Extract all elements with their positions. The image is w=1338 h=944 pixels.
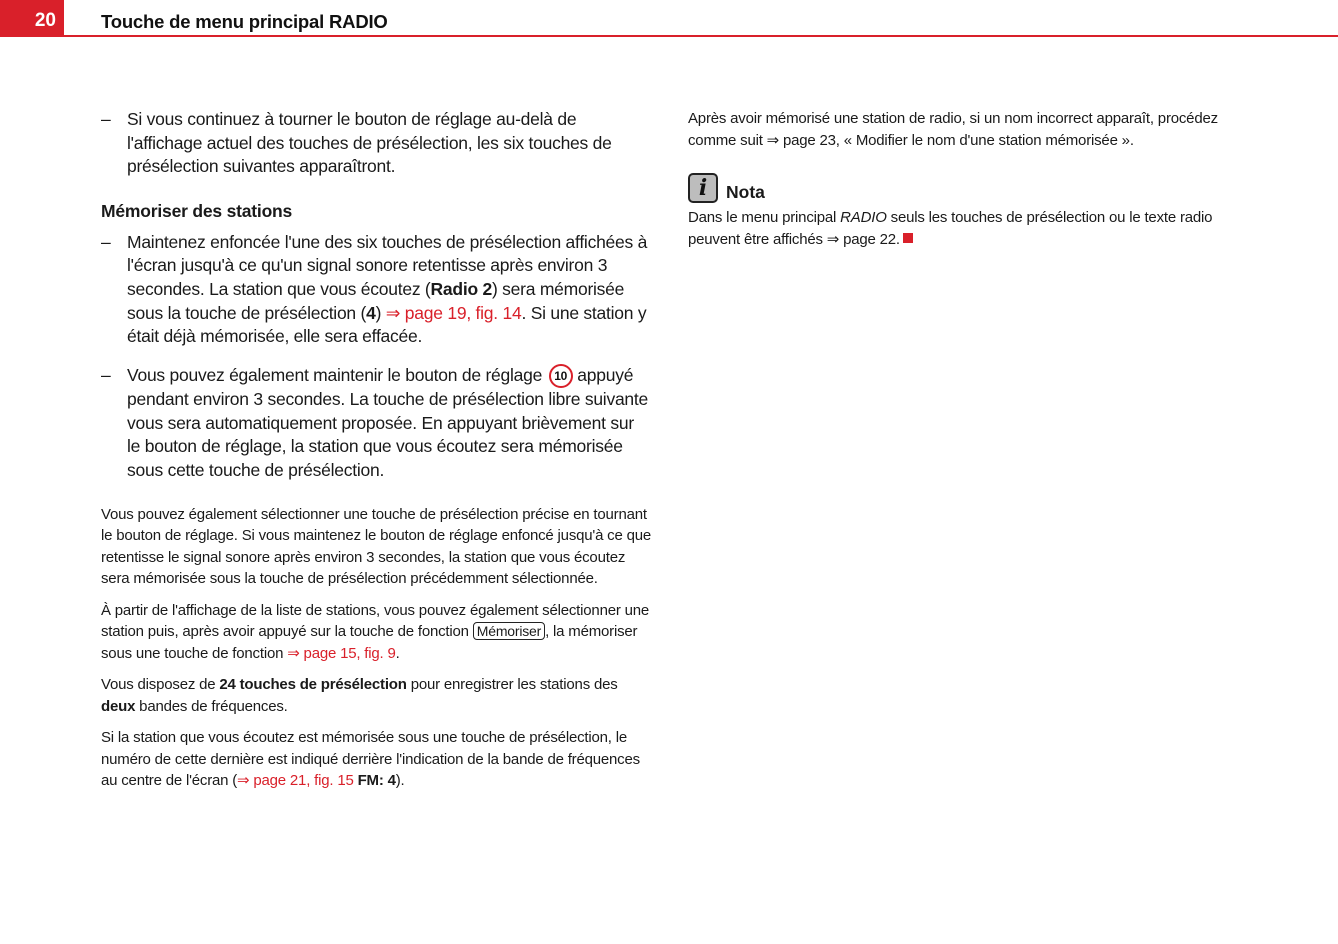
bullet-dash: – [101,231,111,252]
bullet-text: appuyé pendant environ 3 secondes. La touche de présélection libre suivante vous sera automatiquement proposée. En appuyant brièvement sur le bouton de réglage, la station que vous écoutez sera mémorisée sous cette touche de présélection. [127,364,649,480]
memoriser-key-label: Mémoriser [473,622,545,640]
paragraph-text: pour enregistrer les stations des [406,676,618,693]
paragraph-incorrect-name: Après avoir mémorisé une station de radio, si un nom incorrect apparaît, procédez comme suit ⇒ page 23, « Modifier le nom d'une station mémorisée ». [688,110,1218,149]
cross-reference-link[interactable]: ⇒ page 15, fig. 9 [287,644,396,662]
section-heading: Mémoriser des stations [101,200,293,221]
bullet-text: Maintenez enfoncée l'une des six touches de présélection affichées à l'écran jusqu'à ce qu'un signal sonore retentisse après environ 3 secondes. La station que vous écoutez ( [127,231,648,299]
bullet-text: ) sera mémorisée sous la touche de présélection ( [127,278,625,323]
bold-preset-count: 24 touches de présélection [219,676,407,693]
end-of-section-marker-icon [903,233,913,243]
nota-text [688,207,1233,250]
italic-radio: RADIO [840,209,887,226]
info-icon: i [688,173,718,203]
nota-label: Nota [726,182,765,202]
paragraph-select-preset: Vous pouvez également sélectionner une touche de présélection précise en tournant le bouton de réglage. Si vous maintenez le bouton de réglage enfoncé jusqu'à ce que retentisse le signal sonore après environ 3 secondes, la station que vous écoutez sera mémorisée sous la touche de présélection précédemment sélectionnée. [101,505,652,587]
page-title: Touche de menu principal RADIO [101,11,388,32]
bold-station-name: Radio 2 [430,278,492,299]
bullet-dash: – [101,109,111,129]
page-number: 20 [34,10,56,31]
right-column [688,108,1233,260]
bullet-dash: – [101,364,111,385]
page-number-box [0,0,64,37]
paragraph-text: . [395,644,400,662]
bold-fm-indicator: FM: 4 [357,772,396,789]
bullet-text: Si vous continuez à tourner le bouton de réglage au-delà de l'affichage actuel des touches de présélection, les six touches de présélection suivantes apparaîtront. [127,109,612,177]
bullet-item-hold-knob [101,364,651,483]
bullet-text: . Si une station y était déjà mémorisée, elle sera effacée. [127,302,647,347]
bold-two: deux [101,697,136,715]
paragraph-text: À partir de l'affichage de la liste de stations, vous pouvez également sélectionner une station puis, après avoir appuyé sur la touche de fonction [101,601,650,640]
header-rule [64,35,1338,37]
cross-reference-link[interactable]: ⇒ page 21, fig. 15 [237,772,354,789]
paragraph-station-list [101,600,651,665]
paragraph-preset-indicator [101,727,651,792]
paragraph-text: Si la station que vous écoutez est mémorisée sous une touche de présélection, le numéro de cette dernière est indiqué derrière l'indication de la bande de fréquences au centre de l'écran ( [101,729,640,789]
paragraph-text: ). [395,772,405,789]
left-column [101,108,651,802]
control-number-badge: 10 [549,364,573,388]
bullet-text: Vous pouvez également maintenir le bouton de réglage [127,364,547,385]
bold-preset-number: 4 [366,302,376,323]
bullet-text: ) [375,302,386,323]
bullet-item-continue-turning [101,108,651,179]
paragraph-text: Vous disposez de [101,676,220,693]
paragraph-text: seuls les touches de présélection ou le texte radio peuvent être affichés ⇒ page 22. [688,209,1213,248]
paragraph-text: Dans le menu principal [688,209,841,226]
paragraph-text: , la mémoriser sous une touche de fonction [101,623,638,662]
cross-reference-link[interactable]: ⇒ page 19, fig. 14 [385,302,522,323]
paragraph-preset-count [101,674,651,717]
paragraph-text: bandes de fréquences. [135,697,288,715]
nota-heading [688,173,1233,203]
bullet-item-hold-preset [101,231,651,349]
